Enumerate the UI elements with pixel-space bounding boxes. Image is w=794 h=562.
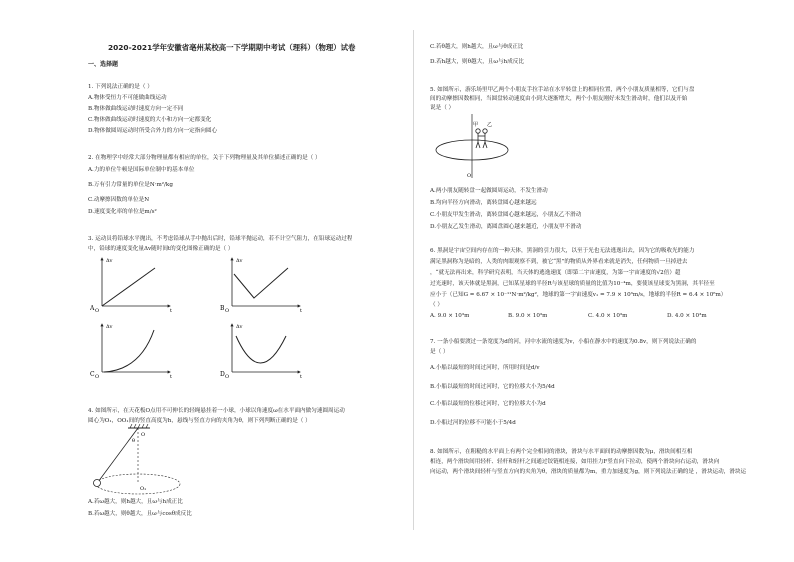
q7-stem-line2: 是（ ） (430, 349, 449, 355)
q4-label-theta: θ (132, 438, 136, 444)
q4-stem-line1: 4. 如图所示，在天花板O点用不可伸长的轻绳悬挂着一小球，小球以角速度ω在水平面内做匀速圆周运动 (88, 408, 345, 414)
q6-stem-line5: 应小于（已知G = 6.67 × 10⁻¹¹N·m²/kg²，地球的第一宇宙速度v₁ = 7.9 × 10³m/s，地球的半径R = 6.4 × 10⁶m） (430, 292, 727, 298)
page-title: 2020-2021学年安徽省亳州某校高一下学期期中考试（理科）（物理）试卷 (108, 43, 356, 52)
q3-graph-a-origin: O (95, 308, 100, 314)
q6-stem-line2: 满足黑洞称为是暗的，人类的肉眼观察不到，被它“黑”的物质从外界看来就是消失，任何物质一旦掉进去 (430, 259, 688, 265)
q3-graph-b-origin: O (225, 308, 230, 314)
q7-option-c: C.小船以最短的位移过河时，它的位移大小为d (430, 401, 546, 407)
q3-graph-c-axis-t: t (170, 374, 173, 380)
q4-option-b: B.若ω越大，则θ越大，且ω与cosθ成反比 (88, 511, 192, 517)
q8-stem-line2: 相连，两个滑块间用轻杆、轻杆和轻杆之间通过铰链相连接，如用挂力F竖直向下拉动，使两个滑块向右运动，滑块向 (430, 459, 720, 465)
q3-graph-b (220, 258, 302, 314)
q4-label-o: O (141, 432, 146, 438)
q5-option-d: D.小朋友乙发生滑动，离圆盘圆心越来越近，小朋友甲不滑动 (430, 224, 582, 230)
q3-graph-c (90, 324, 172, 380)
q3-graph-c-label: C (90, 371, 95, 378)
q2-stem: 2. 在物理学中经常大部分物理量都有相应的单位，关于下列物理量及其单位描述正确的是（ ） (88, 155, 321, 161)
q6-option-b: B. 9.0 × 10³m (508, 313, 548, 319)
q4-option-c: C.若θ越大，则h越大，且ω与θ成正比 (430, 44, 524, 50)
q4-stem-line2: 圆心为O₁，OO₁间的竖直高度为h，悬线与竖直方向的夹角为θ，则下列判断正确的是（ ） (88, 418, 311, 424)
q5-label-yi: 乙 (487, 122, 493, 128)
q4-pendulum-figure (88, 424, 198, 504)
q7-option-b: B.小船以最短的时间过河时，它的位移大小为5/4d (430, 384, 555, 390)
q5-label-o: O (467, 173, 472, 179)
q3-graph-b-axis-v: Δv (236, 258, 243, 264)
q4-option-a: A.若ω越大，则h越大，且ω与h成正比 (88, 499, 183, 505)
q1-option-c: C.物体做曲线运动时速度的大小和方向一定都变化 (88, 117, 212, 123)
q3-graph-a-label: A (90, 305, 95, 312)
q2-option-c: C.动摩擦因数的单位是N (88, 197, 150, 203)
q7-stem-line1: 7. 一条小船要渡过一条宽度为d的河，河中水流的速度为v，小船在静水中的速度为0.8v，则下列说法正确的 (430, 339, 697, 345)
q5-stem-line1: 5. 如图所示，游乐场里甲乙两个小朋友手拉手站在水平转盘上的相同位置，两个小朋友质量相等，它们与盘 (430, 87, 695, 93)
q3-graph-a-axis-t: t (170, 308, 173, 314)
q6-stem-line4: 过光速时，该天体就是黑洞，已知某星球的半径R与该星球的质量的比值为10⁻⁴m，要使该星球变为黑洞，其半径至 (430, 281, 715, 287)
q5-option-c: C.小朋友甲发生滑动，离转盘圆心越来越远，小朋友乙不滑动 (430, 212, 582, 218)
q6-stem-line1: 6. 黑洞是宇宙空间内存在的一种天体，黑洞的引力很大，以至于光也无法逃逸出去，因为它的吸收光的能力 (430, 248, 695, 254)
q3-graph-d (220, 324, 302, 380)
q1-stem: 1. 下列说法正确的是（ ） (88, 84, 153, 90)
q3-graph-b-label: B (220, 305, 225, 312)
q3-graph-a-axis-v: Δv (106, 258, 113, 264)
q3-stem-line1: 3. 运动员将铅球水平抛出，不考虑铅球从手中抛出后时，铅球平抛运动，若不计空气阻力，在铅球运动过程 (88, 236, 353, 242)
q3-graph-c-origin: O (95, 374, 100, 380)
q5-stem-line2: 间的动摩擦因数相同，当圆盘转动速度由小到大逐渐增大，两个小朋友刚好未发生滑动时，他们以及开始 (430, 96, 688, 102)
q2-option-d: D.速度变化率的单位是m/s² (88, 209, 157, 215)
q3-graph-d-axis-v: Δv (236, 324, 243, 330)
q6-option-d: D. 4.0 × 10³m (667, 313, 707, 319)
q3-graph-d-label: D (220, 371, 225, 378)
q6-option-a: A. 9.0 × 10³m (430, 313, 470, 319)
q5-label-jia: 甲 (473, 122, 479, 128)
q1-option-b: B.物体做曲线运动时速度方向一定不同 (88, 106, 184, 112)
q5-option-b: B.均向半径方向滑动，离转盘圆心越来越远 (430, 200, 537, 206)
q3-graph-b-axis-t: t (300, 308, 303, 314)
q7-option-a: A.小船以最短的时间过河时，所用时间是d/v (430, 365, 540, 371)
q5-stem-line3: 说是（ ） (430, 105, 455, 111)
q6-stem-line6: （ ） (430, 302, 443, 308)
q1-option-d: D.物体做圆周运动时所受合外力的方向一定指向圆心 (88, 128, 218, 134)
q1-option-a: A.物体受恒力不可能做曲线运动 (88, 95, 167, 101)
q8-stem-line1: 8. 如图所示，在粗糙的水平面上有两个完全相同的滑块，滑块与水平面间的动摩擦因数为μ，滑块间相互相 (430, 449, 693, 455)
q5-option-a: A.两小朋友随转盘一起做圆周运动，不发生滑动 (430, 188, 548, 194)
q3-graph-a (90, 258, 172, 314)
q6-option-c: C. 4.0 × 10³m (588, 313, 628, 319)
q3-graph-c-axis-v: Δv (106, 324, 113, 330)
q2-option-b: B.万有引力常量的单位是N·m²/kg (88, 182, 173, 188)
q7-option-d: D.小船过河的位移不可能小于5/4d (430, 420, 516, 426)
q3-graph-d-origin: O (225, 374, 230, 380)
column-divider (413, 30, 414, 530)
q3-graph-set (90, 254, 410, 386)
q3-stem-line2: 中，铅球的速度变化量Δv随时间t的变化图像正确的是（ ） (88, 246, 234, 252)
q5-turntable-figure (430, 112, 510, 182)
q4-label-o1: O₁ (140, 486, 147, 492)
q8-stem-line3: 向运动，两个滑块间轻杆与竖直方向的夹角为θ，滑块的质量都为m，重力加速度为g，则下列说法正确的是 ，滑块运动，滑块运 (430, 469, 747, 475)
q4-option-d: D.若h越大，则θ越大，且ω与h成反比 (430, 59, 524, 65)
q3-graph-d-axis-t: t (300, 374, 303, 380)
q6-stem-line3: ，“就无法再出来，科学研究表明，当天体的逃逸速度（即第二宇宙速度，为第一宇宙速度的√2倍）超 (430, 270, 681, 276)
q2-option-a: A.力的单位牛顿是国际单位制中的基本单位 (88, 167, 195, 173)
section-heading: 一、选择题 (88, 61, 119, 68)
